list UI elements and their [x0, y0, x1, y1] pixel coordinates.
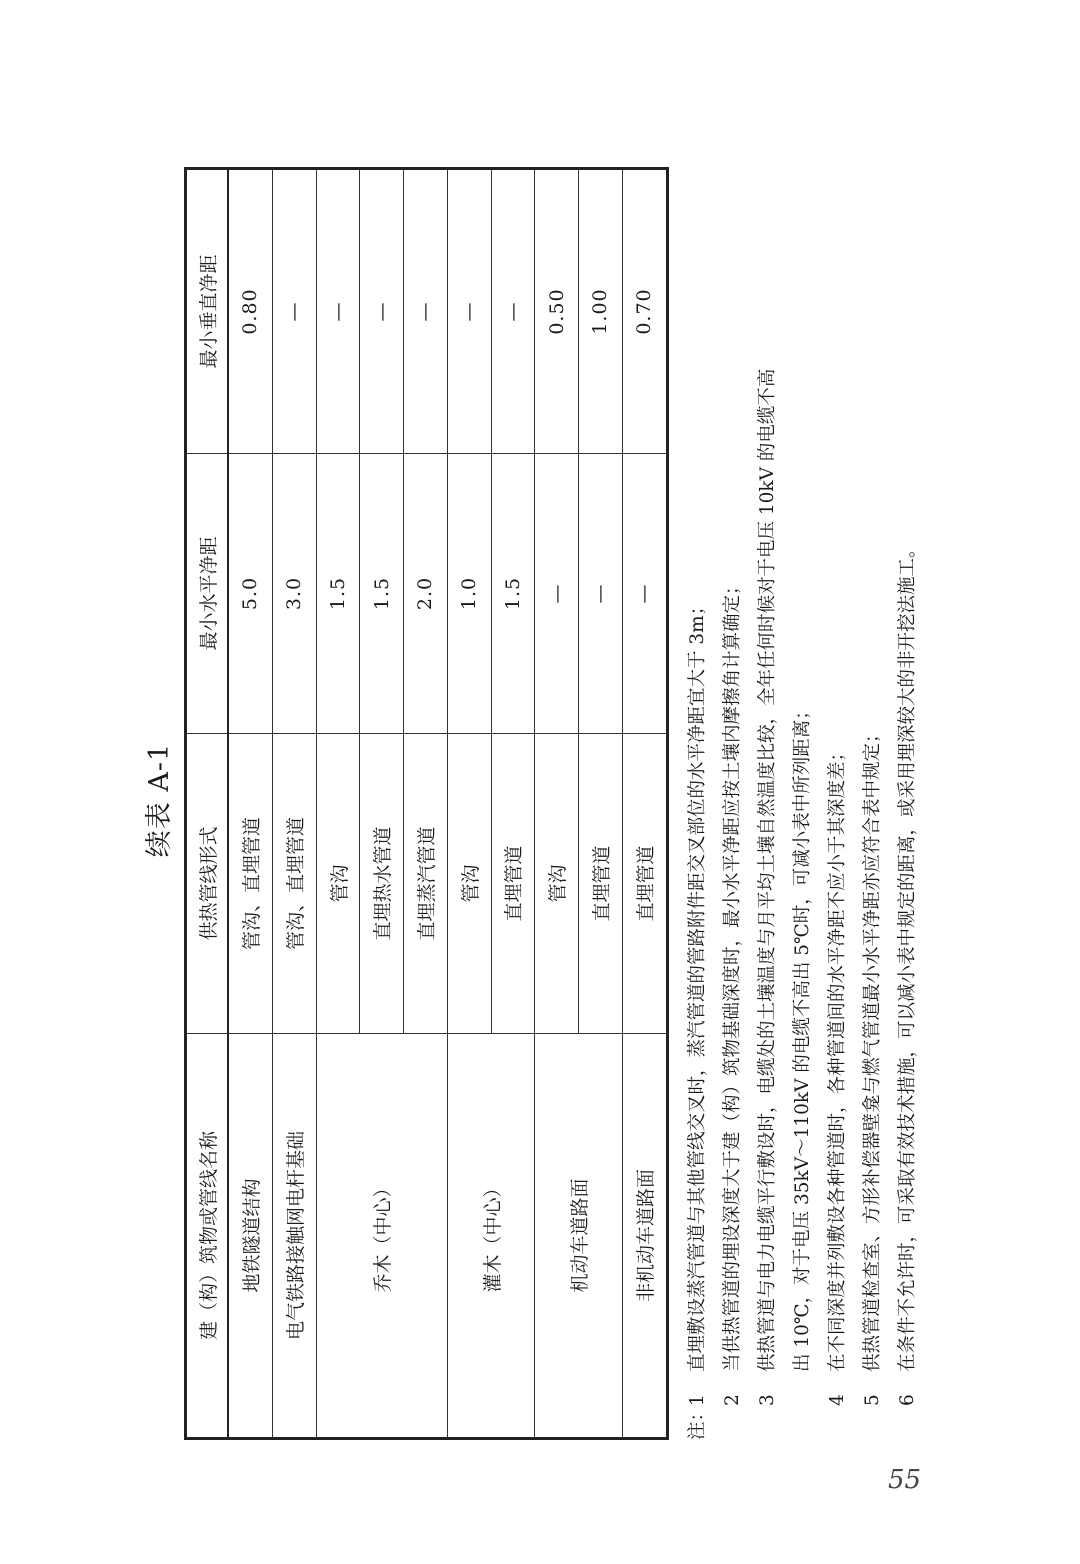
note-number: 1	[687, 1394, 708, 1406]
cell-vertical: 0.80	[228, 169, 272, 454]
table-row	[447, 169, 491, 1439]
cell-horizontal: —	[578, 454, 622, 734]
cell-vertical: —	[404, 169, 448, 454]
note-text: 在不同深度并列敷设各种管道时，各种管道间的水平净距不应小于其深度差；	[827, 742, 848, 1372]
cell-vertical: 0.50	[535, 169, 579, 454]
cell-vertical: 1.00	[578, 169, 622, 454]
page-number: 55	[888, 1465, 922, 1495]
header-form: 供热管线形式	[186, 734, 229, 1034]
note-item	[820, 170, 855, 1440]
note-number: 3	[757, 1394, 778, 1406]
note-item	[855, 170, 890, 1440]
cell-name: 乔木（中心）	[316, 1034, 447, 1439]
note-number: 5	[862, 1394, 883, 1406]
note-text: 出 10℃，对于电压 35kV～110kV 的电缆不高出 5℃时，可减小表中所列距离；	[792, 701, 813, 1372]
cell-horizontal: 3.0	[272, 454, 316, 734]
distance-table	[184, 167, 669, 1440]
cell-vertical: —	[316, 169, 360, 454]
table-row	[228, 169, 272, 1439]
table-header-row	[186, 169, 229, 1439]
cell-form: 直埋管道	[622, 734, 667, 1034]
cell-vertical: 0.70	[622, 169, 667, 454]
cell-horizontal: 1.5	[316, 454, 360, 734]
cell-horizontal: —	[535, 454, 579, 734]
cell-horizontal: 1.5	[491, 454, 535, 734]
rotated-page-content	[140, 160, 940, 1440]
cell-name: 非机动车道路面	[622, 1034, 667, 1439]
cell-form: 直埋管道	[578, 734, 622, 1034]
cell-vertical: —	[491, 169, 535, 454]
note-text: 供热管道与电力电缆平行敷设时，电缆处的土壤温度与月平均土壤自然温度比较，全年任何时候对于电压 10kV 的电缆不高	[757, 368, 778, 1372]
cell-name: 灌木（中心）	[447, 1034, 534, 1439]
cell-name: 机动车道路面	[535, 1034, 622, 1439]
cell-form: 管沟、直埋管道	[272, 734, 316, 1034]
cell-horizontal: —	[622, 454, 667, 734]
cell-horizontal: 1.5	[360, 454, 404, 734]
table-notes	[680, 170, 925, 1440]
note-number: 2	[722, 1394, 743, 1406]
notes-prefix: 注：	[687, 1402, 708, 1440]
table-row	[272, 169, 316, 1439]
cell-form: 管沟	[447, 734, 491, 1034]
note-number: 6	[897, 1394, 918, 1406]
table-row	[622, 169, 667, 1439]
table-row	[535, 169, 579, 1439]
note-item	[890, 170, 925, 1440]
note-text: 当供热管道的埋设深度大于建（构）筑物基础深度时，最小水平净距应按土壤内摩擦角计算确定；	[722, 576, 743, 1372]
note-number: 4	[827, 1394, 848, 1406]
header-name: 建（构）筑物或管线名称	[186, 1034, 229, 1439]
cell-form: 管沟	[535, 734, 579, 1034]
note-item	[715, 170, 750, 1440]
cell-vertical: —	[360, 169, 404, 454]
cell-horizontal: 5.0	[228, 454, 272, 734]
note-item	[680, 170, 715, 1440]
table-row	[316, 169, 360, 1439]
note-item	[750, 170, 785, 1440]
cell-name: 地铁隧道结构	[228, 1034, 272, 1439]
header-vertical: 最小垂直净距	[186, 169, 229, 454]
note-item-continuation	[785, 170, 820, 1440]
cell-name: 电气铁路接触网电杆基础	[272, 1034, 316, 1439]
cell-form: 管沟	[316, 734, 360, 1034]
cell-form: 直埋蒸汽管道	[404, 734, 448, 1034]
note-text: 直埋敷设蒸汽管道与其他管线交叉时，蒸汽管道的管路附件距交叉部位的水平净距宜大于 3m；	[687, 596, 708, 1372]
cell-form: 直埋管道	[491, 734, 535, 1034]
cell-form: 管沟、直埋管道	[228, 734, 272, 1034]
cell-form: 直埋热水管道	[360, 734, 404, 1034]
cell-vertical: —	[272, 169, 316, 454]
table-caption: 续表 A-1	[144, 742, 175, 858]
cell-horizontal: 2.0	[404, 454, 448, 734]
header-horizontal: 最小水平净距	[186, 454, 229, 734]
cell-vertical: —	[447, 169, 491, 454]
note-text: 供热管道检查室、方形补偿器壁龛与燃气管道最小水平净距亦应符合表中规定；	[862, 724, 883, 1372]
note-text: 在条件不允许时，可采取有效技术措施，可以减小表中规定的距离，或采用埋深较大的非开挖法施工。	[897, 539, 918, 1372]
cell-horizontal: 1.0	[447, 454, 491, 734]
